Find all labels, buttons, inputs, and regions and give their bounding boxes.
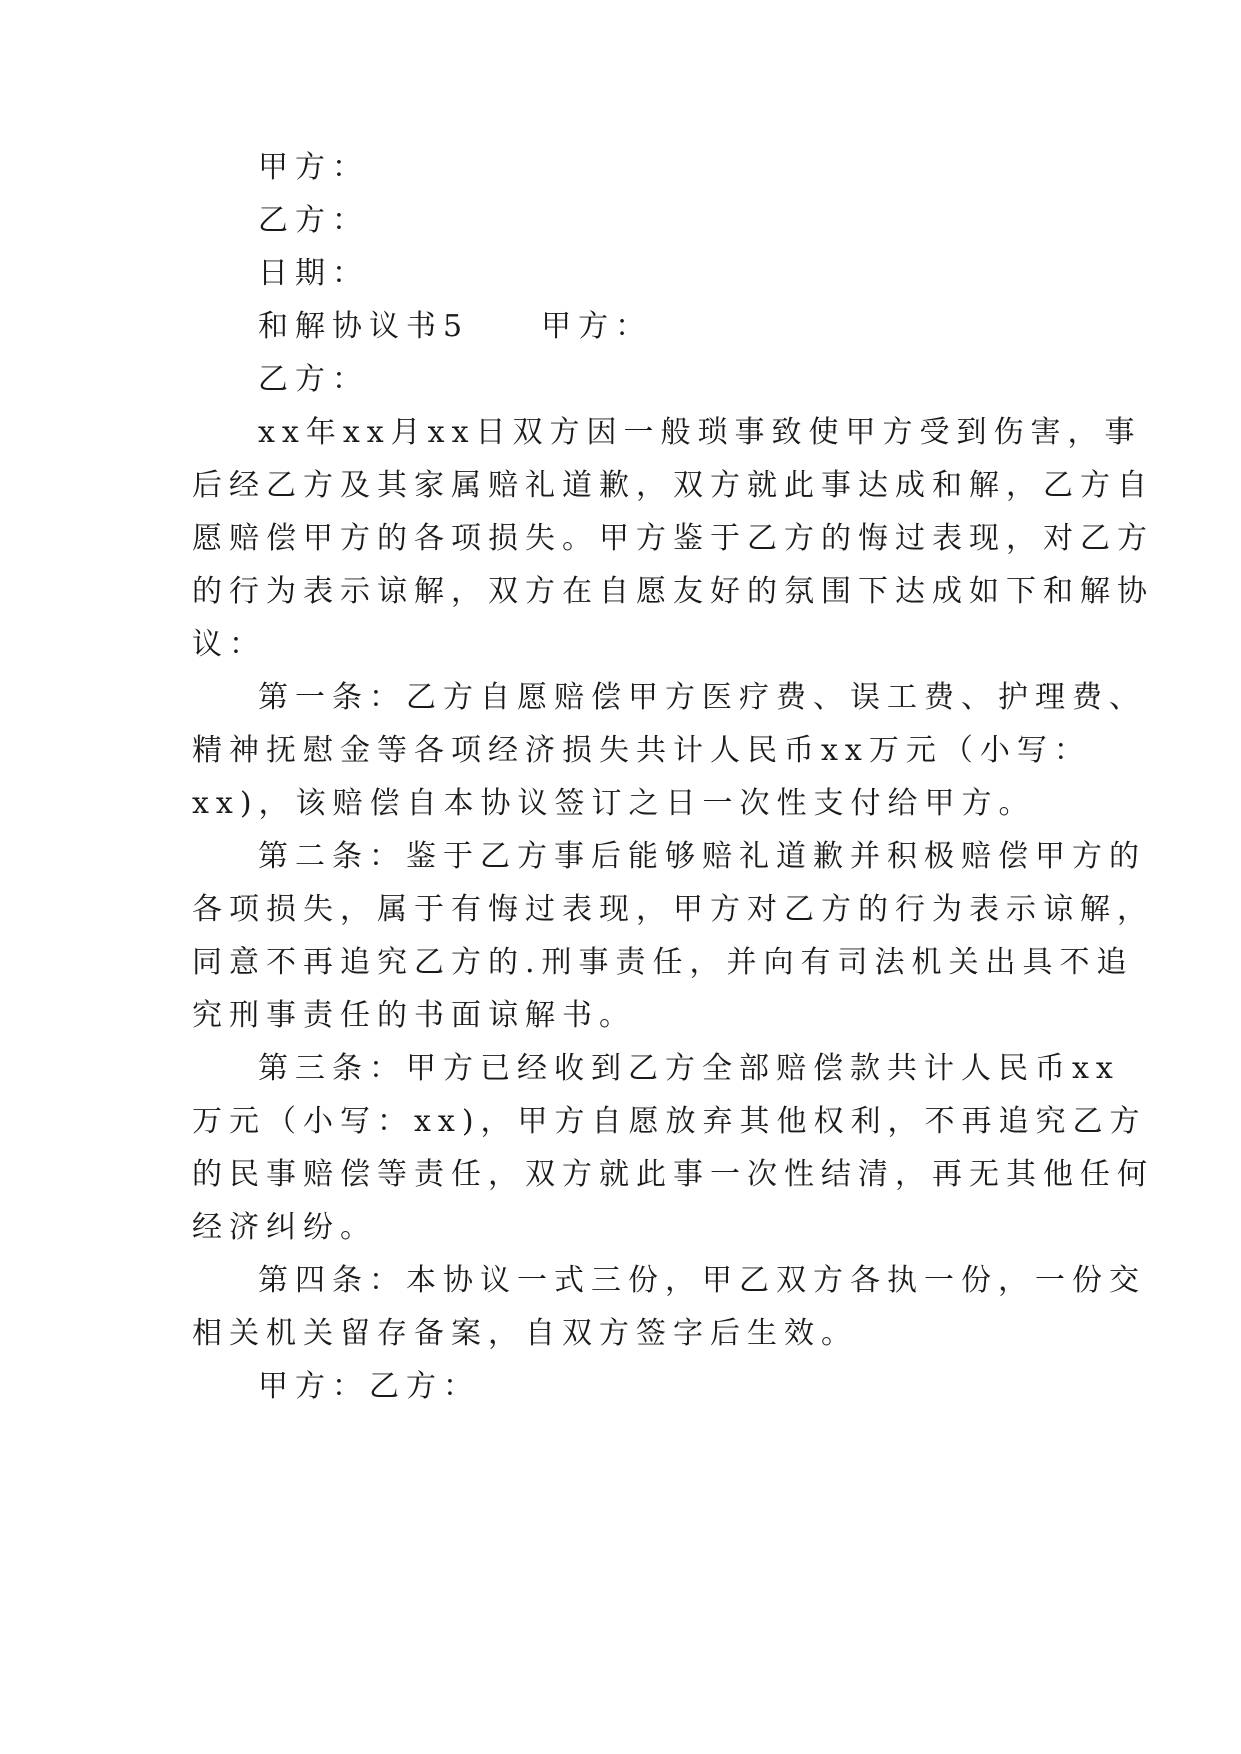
clause-3-line-1: 第三条：甲方已经收到乙方全部赔偿款共计人民币xx	[258, 1051, 1120, 1086]
document-title: 和解协议书5	[258, 309, 470, 344]
clause-4-line-2: 相关机关留存备案，自双方签字后生效。	[192, 1316, 858, 1351]
clause-2-line-1: 第二条：鉴于乙方事后能够赔礼道歉并积极赔偿甲方的	[258, 839, 1146, 874]
paragraph-1-line-3: 愿赔偿甲方的各项损失。甲方鉴于乙方的悔过表现，对乙方	[192, 521, 1154, 556]
paragraph-1-line-2: 后经乙方及其家属赔礼道歉，双方就此事达成和解，乙方自	[192, 468, 1154, 503]
clause-2-line-3: 同意不再追究乙方的.刑事责任，并向有司法机关出具不追	[192, 945, 1134, 980]
paragraph-1-line-1: xx年xx月xx日双方因一般琐事致使甲方受到伤害，事	[258, 415, 1142, 450]
party-b-label: 乙方：	[258, 203, 369, 238]
paragraph-1-line-4: 的行为表示谅解，双方在自愿友好的氛围下达成如下和解协	[192, 574, 1154, 609]
clause-3-line-4: 经济纠纷。	[192, 1210, 377, 1245]
title-party-b-label: 乙方：	[258, 362, 369, 397]
clause-2-line-4: 究刑事责任的书面谅解书。	[192, 998, 636, 1033]
clause-1-line-3: xx)，该赔偿自本协议签订之日一次性支付给甲方。	[192, 786, 1036, 821]
title-line	[258, 307, 1118, 347]
title-party-a-label: 甲方：	[541, 309, 653, 344]
clause-3-line-2: 万元（小写：xx)，甲方自愿放弃其他权利，不再追究乙方	[192, 1104, 1147, 1139]
signature-line: 甲方：乙方：	[258, 1369, 480, 1404]
party-a-label: 甲方：	[258, 150, 369, 185]
clause-2-line-2: 各项损失，属于有悔过表现，甲方对乙方的行为表示谅解，	[192, 892, 1154, 927]
clause-3-line-3: 的民事赔偿等责任，双方就此事一次性结清，再无其他任何	[192, 1157, 1154, 1192]
clause-1-line-1: 第一条：乙方自愿赔偿甲方医疗费、误工费、护理费、	[258, 680, 1146, 715]
paragraph-1-line-5: 议：	[192, 627, 266, 662]
date-label: 日期：	[258, 256, 369, 291]
clause-4-line-1: 第四条：本协议一式三份，甲乙双方各执一份，一份交	[258, 1263, 1146, 1298]
clause-1-line-2: 精神抚慰金等各项经济损失共计人民币xx万元（小写：	[192, 733, 1091, 768]
